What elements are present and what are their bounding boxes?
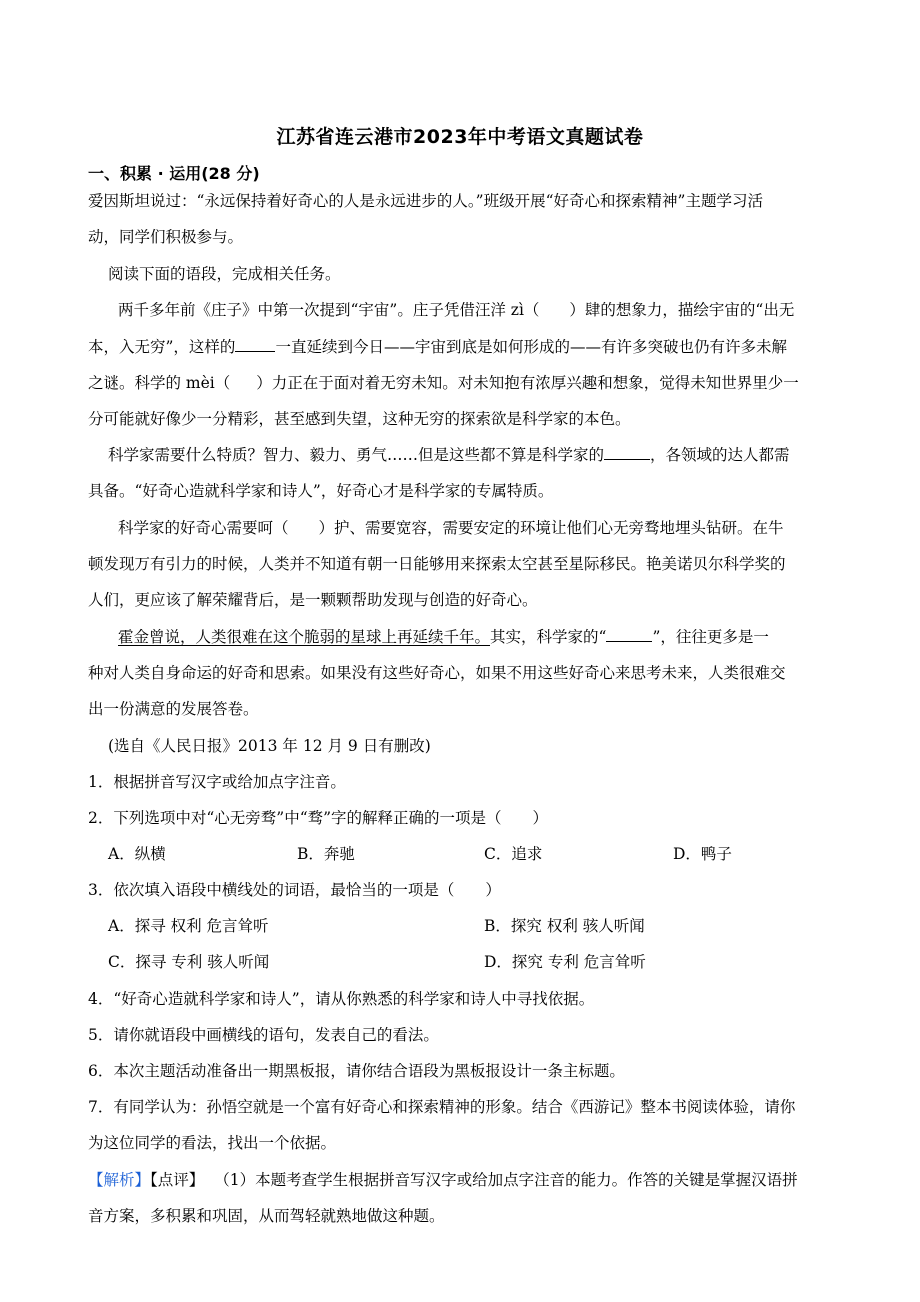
passage-text: ，各领域的达人都需 [650,446,790,464]
q2-option-c: C．追求 [484,845,543,863]
passage-text: 其实，科学家的“ [490,628,607,646]
exam-title: 江苏省连云港市2023年中考语文真题试卷 [276,126,644,148]
question-7-cont: 为这位同学的看法，找出一个依据。 [88,1134,337,1152]
passage-line [118,299,898,321]
question-2: 2．下列选项中对“心无旁骛”中“骛”字的解释正确的一项是（ ） [88,809,549,827]
fill-blank [604,445,650,460]
passage-line [118,626,898,648]
question-5: 5．请你就语段中画横线的语句，发表自己的看法。 [88,1026,439,1044]
passage-line: 具备。“好奇心造就科学家和诗人”，好奇心才是科学家的专属特质。 [88,482,554,500]
passage-line: 种对人类自身命运的好奇和思索。如果没有这些好奇心，如果不用这些好奇心来思考未来，人类很难交 [88,664,786,682]
q3-option-a: A．探寻 权利 危言耸听 [108,917,269,935]
analysis-text: （1）本题考查学生根据拼音写汉字或给加点字注音的能力。作答的关键是掌握汉语拼 [214,1171,798,1189]
passage-line: 出一份满意的发展答卷。 [88,700,259,718]
passage-text: 本，入无穷”，这样的 [88,338,236,356]
analysis-line: 音方案，多积累和巩固，从而驾轻就熟地做这种题。 [88,1207,445,1225]
passage-text: 两千多年前《庄子》中第一次提到“宇宙”。庄子凭借汪洋 zì（ [118,301,540,319]
passage-line [108,444,888,466]
passage-line: 分可能就好像少一分精彩，甚至感到失望，这种无穷的探索欲是科学家的本色。 [88,410,631,428]
q2-option-d: D．鸭子 [673,845,732,863]
passage-text: ）护、需要宽容，需要安定的环境让他们心无旁骛地埋头钻研。在牛 [318,519,784,537]
fill-blank [235,337,275,352]
question-6: 6．本次主题活动准备出一期黑板报，请你结合语段为黑板报设计一条主标题。 [88,1062,625,1080]
passage-text: ”，往往更多是一 [652,628,769,646]
passage-line [88,336,868,358]
passage-line: 顿发现万有引力的时候，人类并不知道有朝一日能够用来探索太空甚至星际移民。艳美诺贝尔科学奖的 [88,555,786,573]
passage-text: 一直延续到今日——宇宙到底是如何形成的——有许多突破也仍有许多未解 [275,338,787,356]
question-3: 3．依次填入语段中横线处的词语，最恰当的一项是（ ） [88,881,501,899]
question-1: 1．根据拼音写汉字或给加点字注音。 [88,773,346,791]
passage-text: 科学家的好奇心需要呵（ [118,519,289,537]
fill-blank [606,627,652,642]
question-7: 7．有同学认为：孙悟空就是一个富有好奇心和探索精神的形象。结合《西游记》整本书阅读体验，请你 [88,1098,796,1116]
section-heading: 一、积累 · 运用(28 分) [88,164,260,183]
analysis-tag: 【解析】 [88,1171,151,1189]
passage-text: ）肆的想象力，描绘宇宙的“出无 [569,301,795,319]
q2-option-a: A．纵横 [108,845,166,863]
intro-line: 动，同学们积极参与。 [88,228,244,246]
q3-option-c: C．探寻 专利 骇人听闻 [108,953,270,971]
passage-line [118,517,898,539]
passage-text: ）力正在于面对着无穷未知。对未知抱有浓厚兴趣和想象，觉得未知世界里少一 [256,374,799,392]
q3-option-d: D．探究 专利 危言耸听 [484,953,646,971]
passage-line: 人们，更应该了解荣耀背后，是一颗颗帮助发现与创造的好奇心。 [88,591,538,609]
review-tag: 【点评】 [150,1171,205,1189]
q2-option-b: B．奔驰 [297,845,355,863]
instruction-line: 阅读下面的语段，完成相关任务。 [108,265,341,283]
q3-option-b: B．探究 权利 骇人听闻 [484,917,645,935]
passage-line [88,372,868,394]
question-4: 4．“好奇心造就科学家和诗人”，请从你熟悉的科学家和诗人中寻找依据。 [88,990,595,1008]
passage-text: 之谜。科学的 mèi（ [88,374,231,392]
source-citation: (选自《人民日报》2013 年 12 月 9 日有删改) [108,737,431,755]
intro-line: 爱因斯坦说过：“永远保持着好奇心的人是永远进步的人。”班级开展“好奇心和探索精神”主题学习活 [88,192,763,210]
underlined-sentence: 霍金曾说，人类很难在这个脆弱的星球上再延续千年。 [118,628,491,646]
analysis-line [88,1169,868,1191]
passage-text: 科学家需要什么特质？智力、毅力、勇气……但是这些都不算是科学家的 [108,446,605,464]
